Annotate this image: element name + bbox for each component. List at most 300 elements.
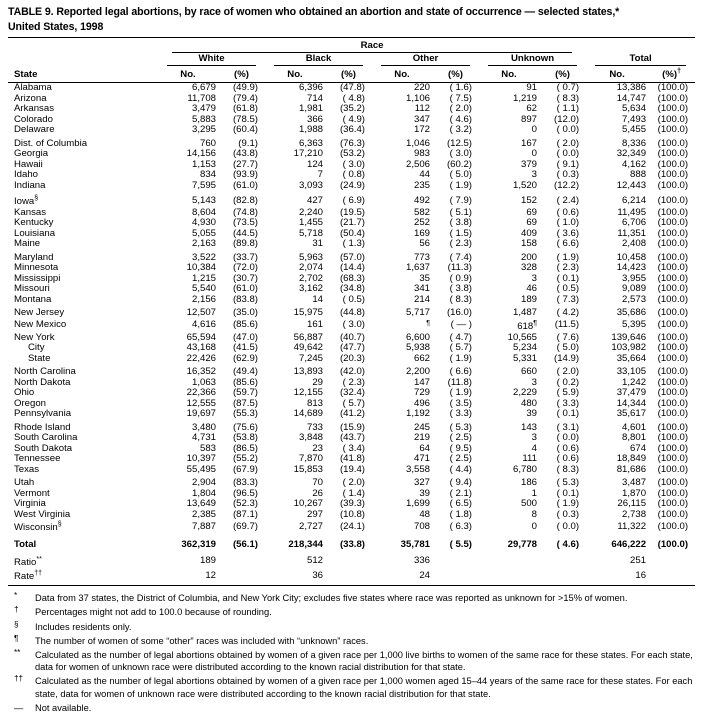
other-percent-cell: ( 2.5) [449, 453, 472, 465]
white-percent-cell: (96.5) [232, 487, 258, 499]
total-count-cell: 8,336 [622, 137, 647, 149]
white-count-cell: 2,156 [191, 293, 216, 305]
black-count-cell: 70 [312, 477, 323, 489]
total-count-cell: 6,214 [622, 194, 647, 206]
state-name-cell: Alabama [14, 82, 52, 94]
table-row [8, 181, 695, 192]
other-percent-cell: ( 5.1) [449, 206, 472, 218]
other-count-cell: 147 [413, 376, 430, 388]
total-count-cell: 12,443 [616, 179, 647, 191]
white-percent-cell: (30.7) [232, 272, 258, 284]
total-count-cell: 646,222 [611, 538, 647, 550]
other-percent-cell: (16.0) [446, 307, 472, 319]
white-percent-cell: (61.0) [232, 179, 258, 191]
table-row [8, 520, 695, 534]
white-count-cell: 5,055 [191, 227, 216, 239]
black-count-cell: 1,981 [298, 103, 323, 115]
table-row [8, 433, 695, 444]
other-count-cell: 1,046 [405, 137, 430, 149]
total-percent-cell [648, 550, 695, 568]
white-percent-cell: (35.0) [232, 307, 258, 319]
other-percent-cell: ( 3.8) [449, 283, 472, 295]
other-count-cell: 336 [413, 555, 430, 567]
white-count-cell: 3,479 [191, 103, 216, 115]
black-percent-cell: ( 0.5) [342, 293, 365, 305]
unknown-percent-cell: ( 0.1) [556, 408, 580, 420]
total-percent-cell: (100.0) [657, 148, 689, 160]
white-count-cell: 5,143 [191, 194, 216, 206]
other-percent-cell: ( 7.9) [449, 194, 472, 206]
other-percent-cell: ( 5.0) [449, 169, 472, 181]
total-percent-cell: (100.0) [657, 387, 689, 399]
unknown-percent-cell: ( 5.0) [556, 342, 580, 354]
state-name-cell: Wisconsin§ [14, 521, 62, 534]
unknown-group-header [479, 53, 586, 66]
white-percent-cell: (83.3) [232, 477, 258, 489]
white-percent-cell: (93.9) [232, 169, 258, 181]
white-percent-cell: (75.6) [232, 421, 258, 433]
black-percent-cell: ( 2.0) [342, 477, 365, 489]
total-count-cell: 26,115 [617, 498, 647, 510]
unknown-count-cell: 1,520 [512, 179, 537, 191]
table-row [8, 364, 695, 378]
black-count-cell: 12,155 [293, 387, 323, 399]
unknown-count-cell [479, 550, 539, 568]
other-count-cell: 347 [413, 113, 430, 125]
unknown-pct-header: (%) [539, 66, 586, 83]
state-name-cell: Missouri [14, 284, 50, 295]
total-count-cell: 35,686 [616, 307, 647, 319]
other-count-cell: 729 [413, 387, 430, 399]
white-percent-cell: (44.5) [232, 227, 258, 239]
total-count-cell: 14,747 [616, 92, 647, 104]
unknown-percent-cell: ( 1.1) [556, 103, 580, 115]
black-percent-cell: (35.2) [339, 103, 365, 115]
white-percent-cell: (55.3) [232, 408, 258, 420]
other-percent-cell: ( 4.7) [449, 331, 472, 343]
state-name-cell: Kansas [14, 207, 46, 218]
black-percent-cell: ( 2.3) [342, 376, 365, 388]
other-count-cell: 1,637 [405, 262, 430, 274]
other-percent-cell: ( 4.4) [449, 463, 472, 475]
total-count-cell: 888 [630, 169, 647, 181]
white-percent-cell: (52.3) [232, 498, 258, 510]
white-percent-cell: (41.5) [232, 342, 258, 354]
other-percent-cell: ( 1.5) [449, 227, 472, 239]
unknown-percent-cell: ( 4.6) [556, 538, 580, 550]
black-percent-cell [325, 550, 372, 568]
white-percent-cell: (85.6) [232, 319, 258, 331]
total-count-cell: 4,601 [622, 421, 647, 433]
total-no-header: No. [586, 66, 648, 83]
black-count-cell: 5,718 [298, 227, 323, 239]
unknown-percent-cell: ( 1.0) [556, 217, 580, 229]
other-count-cell: 172 [413, 124, 430, 136]
other-percent-cell: ( — ) [450, 319, 472, 331]
total-count-cell: 1,870 [622, 487, 647, 499]
table-row [8, 388, 695, 399]
total-count-cell: 4,162 [622, 158, 647, 170]
black-percent-cell: (20.3) [339, 352, 365, 364]
black-percent-cell: (57.0) [339, 251, 365, 263]
black-count-cell: 2,727 [298, 520, 323, 532]
black-count-cell: 17,210 [293, 148, 323, 160]
white-count-cell: 8,604 [191, 206, 216, 218]
black-count-cell: 2,074 [298, 262, 323, 274]
white-percent-cell: (43.8) [232, 148, 258, 160]
footnote-marker: ¶ [14, 633, 19, 643]
black-percent-cell: (21.7) [339, 217, 365, 229]
total-count-cell: 2,573 [622, 293, 647, 305]
black-percent-cell: (76.3) [339, 137, 365, 149]
unknown-count-cell: 1,487 [512, 307, 537, 319]
footnote [8, 592, 695, 604]
white-percent-cell: (61.8) [232, 103, 258, 115]
black-count-cell: 7,245 [298, 352, 323, 364]
black-count-cell: 7,870 [298, 453, 323, 465]
total-percent-cell: (100.0) [657, 487, 689, 499]
black-percent-cell: (33.8) [339, 538, 365, 550]
table-header [8, 38, 695, 83]
white-group-header [158, 53, 265, 66]
abortions-by-race-and-state-table [8, 37, 695, 586]
black-percent-cell: (15.9) [339, 421, 365, 433]
white-count-cell: 3,480 [191, 421, 216, 433]
white-percent-cell: (79.4) [232, 92, 258, 104]
table-row [8, 454, 695, 465]
other-percent-cell: ( 5.7) [449, 342, 472, 354]
total-percent-cell: (100.0) [657, 137, 689, 149]
white-percent-cell: (73.5) [232, 217, 258, 229]
unknown-count-cell: 0 [531, 148, 537, 160]
total-percent-cell: (100.0) [657, 262, 689, 274]
unknown-count-cell: 152 [520, 194, 537, 206]
unknown-count-cell: 2,229 [512, 387, 537, 399]
total-percent-cell: (100.0) [657, 103, 689, 115]
unknown-percent-cell: ( 4.2) [556, 307, 580, 319]
other-count-cell: 327 [413, 477, 430, 489]
black-count-cell: 6,363 [298, 137, 323, 149]
rate-row [8, 568, 695, 586]
white-percent-cell: (27.7) [232, 158, 258, 170]
white-count-cell: 12,507 [186, 307, 216, 319]
table-row [8, 354, 695, 365]
total-percent-cell: (100.0) [657, 307, 689, 319]
black-count-cell: 23 [312, 442, 323, 454]
unknown-percent-cell: ( 2.0) [556, 366, 580, 378]
other-count-cell: 235 [413, 179, 430, 191]
other-count-cell: 662 [413, 352, 430, 364]
unknown-count-cell: 69 [526, 206, 537, 218]
white-percent-cell: (49.4) [232, 366, 258, 378]
other-count-cell: 983 [413, 148, 430, 160]
black-percent-cell: ( 0.8) [342, 169, 365, 181]
footnote [8, 702, 695, 714]
other-percent-cell: ( 1.6) [449, 82, 472, 94]
other-percent-cell: ( 3.8) [449, 217, 472, 229]
total-count-cell: 3,487 [622, 477, 647, 489]
white-percent-cell: (85.6) [232, 376, 258, 388]
black-percent-cell: ( 4.9) [342, 113, 365, 125]
other-percent-cell: ( 0.9) [449, 272, 472, 284]
unknown-no-header: No. [479, 66, 539, 83]
table-title-line1: TABLE 9. Reported legal abortions, by race of women who obtained an abortion and state of occurrence — selected states,* [8, 6, 620, 18]
unknown-percent-cell: ( 0.0) [556, 520, 580, 532]
black-count-cell: 714 [306, 92, 323, 104]
unknown-count-cell: 3 [531, 169, 537, 181]
total-count-cell: 18,849 [616, 453, 647, 465]
black-percent-cell: ( 1.4) [342, 487, 365, 499]
white-percent-cell: (55.2) [232, 453, 258, 465]
unknown-count-cell [479, 568, 539, 586]
black-percent-cell: ( 3.0) [342, 319, 365, 331]
white-count-cell: 1,804 [191, 487, 216, 499]
unknown-percent-cell: ( 3.6) [556, 227, 580, 239]
total-percent-cell: (100.0) [657, 538, 689, 550]
other-percent-cell: ( 9.4) [449, 477, 472, 489]
total-count-cell: 9,089 [622, 283, 647, 295]
state-name-cell: North Dakota [14, 377, 71, 388]
unknown-count-cell: 409 [520, 227, 537, 239]
black-count-cell: 512 [306, 555, 323, 567]
white-no-header: No. [158, 66, 218, 83]
total-percent-cell: (100.0) [657, 463, 689, 475]
other-percent-cell: ( 2.1) [449, 487, 472, 499]
white-count-cell: 3,522 [191, 251, 216, 263]
unknown-count-cell: 29,778 [507, 538, 537, 550]
white-count-cell: 2,904 [191, 477, 216, 489]
table-body [8, 83, 695, 586]
total-count-cell: 35,617 [616, 408, 647, 420]
black-percent-cell: ( 3.0) [342, 158, 365, 170]
black-percent-cell: ( 4.8) [342, 92, 365, 104]
unknown-percent-cell: ( 0.0) [556, 148, 580, 160]
unknown-count-cell: 0 [531, 520, 537, 532]
other-count-cell: 252 [413, 217, 430, 229]
other-count-cell: 496 [413, 397, 430, 409]
black-count-cell: 15,853 [293, 463, 323, 475]
table-row [8, 239, 695, 250]
white-percent-cell [218, 550, 265, 568]
total-count-cell: 32,349 [616, 148, 647, 160]
unknown-percent-cell: (12.0) [554, 113, 580, 125]
unknown-percent-cell: ( 2.0) [556, 137, 580, 149]
white-percent-cell: (69.7) [232, 520, 258, 532]
black-count-cell: 3,093 [298, 179, 323, 191]
state-name-cell: Maine [14, 239, 41, 250]
other-count-cell: 1,192 [405, 408, 430, 420]
other-count-cell: 1,106 [405, 92, 430, 104]
unknown-count-cell: 618¶ [517, 319, 537, 333]
total-percent-cell: (100.0) [657, 92, 689, 104]
total-percent-cell: (100.0) [657, 520, 689, 532]
total-percent-cell: (100.0) [657, 408, 689, 420]
white-count-cell: 22,426 [186, 352, 216, 364]
unknown-percent-cell [539, 550, 586, 568]
unknown-percent-cell: ( 5.9) [556, 387, 580, 399]
white-count-cell: 4,616 [191, 319, 216, 331]
white-count-cell: 362,319 [181, 538, 216, 550]
footnote [8, 621, 695, 633]
black-percent-cell: ( 3.4) [342, 442, 365, 454]
other-count-cell: 492 [413, 194, 430, 206]
unknown-percent-cell: ( 9.1) [556, 158, 580, 170]
unknown-percent-cell: ( 0.1) [556, 272, 580, 284]
footnote-text: Calculated as the number of legal abortions obtained by women of a given race per 1,000 women aged 15–44 years of the same race for these states. For each state, data for women of unknown race were distributed according to the known racial distribution for that state. [35, 676, 693, 699]
white-count-cell: 3,295 [191, 124, 216, 136]
state-name-cell: Hawaii [14, 159, 43, 170]
black-group-header [265, 53, 372, 66]
other-count-cell: 214 [413, 293, 430, 305]
black-percent-cell: (43.7) [339, 432, 365, 444]
black-percent-cell: (68.3) [339, 272, 365, 284]
table-row [8, 136, 695, 150]
unknown-count-cell: 480 [520, 397, 537, 409]
black-percent-cell: (41.2) [339, 408, 365, 420]
footnote-text: Calculated as the number of legal abortions obtained by women of a given race per 1,000 live births to women of the same race for these states. For each state, data for women of unknown race were distributed according to the known racial distribution for that state. [35, 649, 693, 673]
unknown-percent-cell: ( 0.0) [556, 432, 580, 444]
unknown-count-cell: 1 [531, 487, 537, 499]
state-name-cell: New York [14, 332, 55, 343]
black-percent-cell: (24.1) [339, 520, 365, 532]
black-percent-cell: (53.2) [339, 148, 365, 160]
other-count-cell: 582 [413, 206, 430, 218]
black-count-cell: 124 [306, 158, 323, 170]
state-name-cell: West Virginia [14, 509, 71, 520]
other-count-cell: 245 [413, 421, 430, 433]
table-row [8, 250, 695, 264]
white-count-cell: 1,153 [191, 158, 216, 170]
black-percent-cell: (50.4) [339, 227, 365, 239]
state-name-cell: Arizona [14, 93, 47, 104]
other-percent-cell: ( 3.2) [449, 124, 472, 136]
white-percent-cell [218, 568, 265, 586]
state-name-cell: Kentucky [14, 218, 54, 229]
total-percent-cell: (100.0) [657, 331, 689, 343]
state-name-cell: Pennsylvania [14, 409, 72, 420]
other-count-cell: 3,558 [405, 463, 430, 475]
other-percent-cell: (11.3) [447, 262, 472, 274]
black-count-cell: 49,642 [293, 342, 323, 354]
state-name-cell: Tennessee [14, 454, 61, 465]
state-name-cell: Minnesota [14, 263, 59, 274]
unknown-percent-cell: ( 0.3) [556, 169, 580, 181]
state-name-cell: Indiana [14, 180, 46, 191]
unknown-count-cell: 500 [520, 498, 537, 510]
black-group-label: Black [305, 53, 332, 64]
unknown-percent-cell: ( 3.1) [556, 421, 580, 433]
other-percent-cell: ( 2.5) [449, 432, 472, 444]
black-count-cell: 14,689 [293, 408, 323, 420]
black-percent-cell: (47.7) [339, 342, 365, 354]
other-percent-cell: ( 1.9) [449, 387, 472, 399]
table-row [8, 343, 695, 354]
white-count-cell: 1,063 [191, 376, 216, 388]
white-count-cell: 10,384 [186, 262, 216, 274]
footnote-text: Includes residents only. [35, 621, 132, 632]
state-name-cell: Maryland [14, 251, 54, 263]
state-column-header: State [8, 66, 158, 83]
white-percent-cell: (49.9) [232, 82, 258, 94]
unknown-percent-cell: ( 0.6) [556, 442, 580, 454]
unknown-percent-cell: ( 1.9) [556, 498, 580, 510]
black-count-cell: 2,240 [298, 206, 323, 218]
other-count-cell: 773 [413, 251, 430, 263]
unknown-percent-cell: (14.9) [554, 352, 580, 364]
footnote-marker-sup: ¶ [533, 319, 537, 327]
footnote-text: Data from 37 states, the District of Columbia, and New York City; excludes five states where race was reported as unknown for >15% of women. [35, 593, 628, 604]
black-percent-cell: ( 6.9) [342, 194, 365, 206]
total-percent-cell: (100.0) [657, 238, 689, 250]
black-count-cell: 161 [306, 319, 323, 331]
black-percent-cell: (36.4) [339, 124, 365, 136]
black-count-cell: 56,887 [293, 331, 323, 343]
state-name-cell: South Carolina [14, 433, 78, 444]
unknown-percent-cell: ( 0.5) [556, 283, 580, 295]
white-count-cell: 10,397 [186, 453, 216, 465]
white-percent-cell: (47.0) [232, 331, 258, 343]
black-count-cell: 218,344 [288, 538, 323, 550]
ratio-row [8, 550, 695, 568]
other-percent-cell: ( 1.9) [449, 352, 472, 364]
unknown-count-cell: 3 [531, 376, 537, 388]
white-percent-cell: (67.9) [232, 463, 258, 475]
unknown-percent-cell: ( 8.3) [556, 463, 580, 475]
footnote-marker-sup: § [57, 521, 62, 529]
total-count-cell: 2,738 [622, 508, 647, 520]
white-count-cell: 834 [199, 169, 216, 181]
white-count-cell: 19,697 [186, 408, 216, 420]
unknown-percent-cell: ( 2.3) [556, 262, 580, 274]
other-percent-cell: ( 7.4) [449, 251, 472, 263]
other-percent-cell [432, 568, 479, 586]
unknown-count-cell: 897 [520, 113, 537, 125]
total-percent-cell: (100.0) [657, 352, 689, 364]
total-count-cell: 103,982 [611, 342, 647, 354]
black-count-cell: 7 [317, 169, 323, 181]
other-percent-cell: ( 6.6) [449, 366, 472, 378]
other-group-header [372, 53, 479, 66]
unknown-percent-cell: ( 3.3) [556, 397, 580, 409]
black-count-cell: 1,988 [298, 124, 323, 136]
white-percent-cell: (82.8) [232, 194, 258, 206]
state-name-cell: Ohio [14, 388, 35, 399]
total-percent-cell [648, 568, 695, 586]
black-count-cell: 3,162 [298, 283, 323, 295]
total-count-cell: 81,686 [616, 463, 647, 475]
unknown-count-cell: 4 [531, 442, 537, 454]
other-percent-cell: ( 3.0) [449, 148, 472, 160]
unknown-count-cell: 379 [520, 158, 537, 170]
total-count-cell: 251 [630, 555, 647, 567]
white-count-cell: 43,168 [186, 342, 216, 354]
total-count-cell: 5,634 [622, 103, 647, 115]
other-percent-cell [432, 550, 479, 568]
black-count-cell: 813 [306, 397, 323, 409]
total-count-cell: 11,351 [617, 227, 647, 239]
unknown-percent-cell: ( 7.3) [556, 293, 580, 305]
total-percent-cell: (100.0) [657, 113, 689, 125]
black-count-cell: 1,455 [298, 217, 323, 229]
total-count-cell: 1,242 [622, 376, 647, 388]
other-pct-header: (%) [432, 66, 479, 83]
white-percent-cell: (78.5) [232, 113, 258, 125]
other-percent-cell: ( 5.3) [449, 421, 472, 433]
white-count-cell: 583 [199, 442, 216, 454]
footnote [8, 635, 695, 647]
white-percent-cell: (83.8) [232, 293, 258, 305]
black-count-cell: 10,267 [293, 498, 323, 510]
